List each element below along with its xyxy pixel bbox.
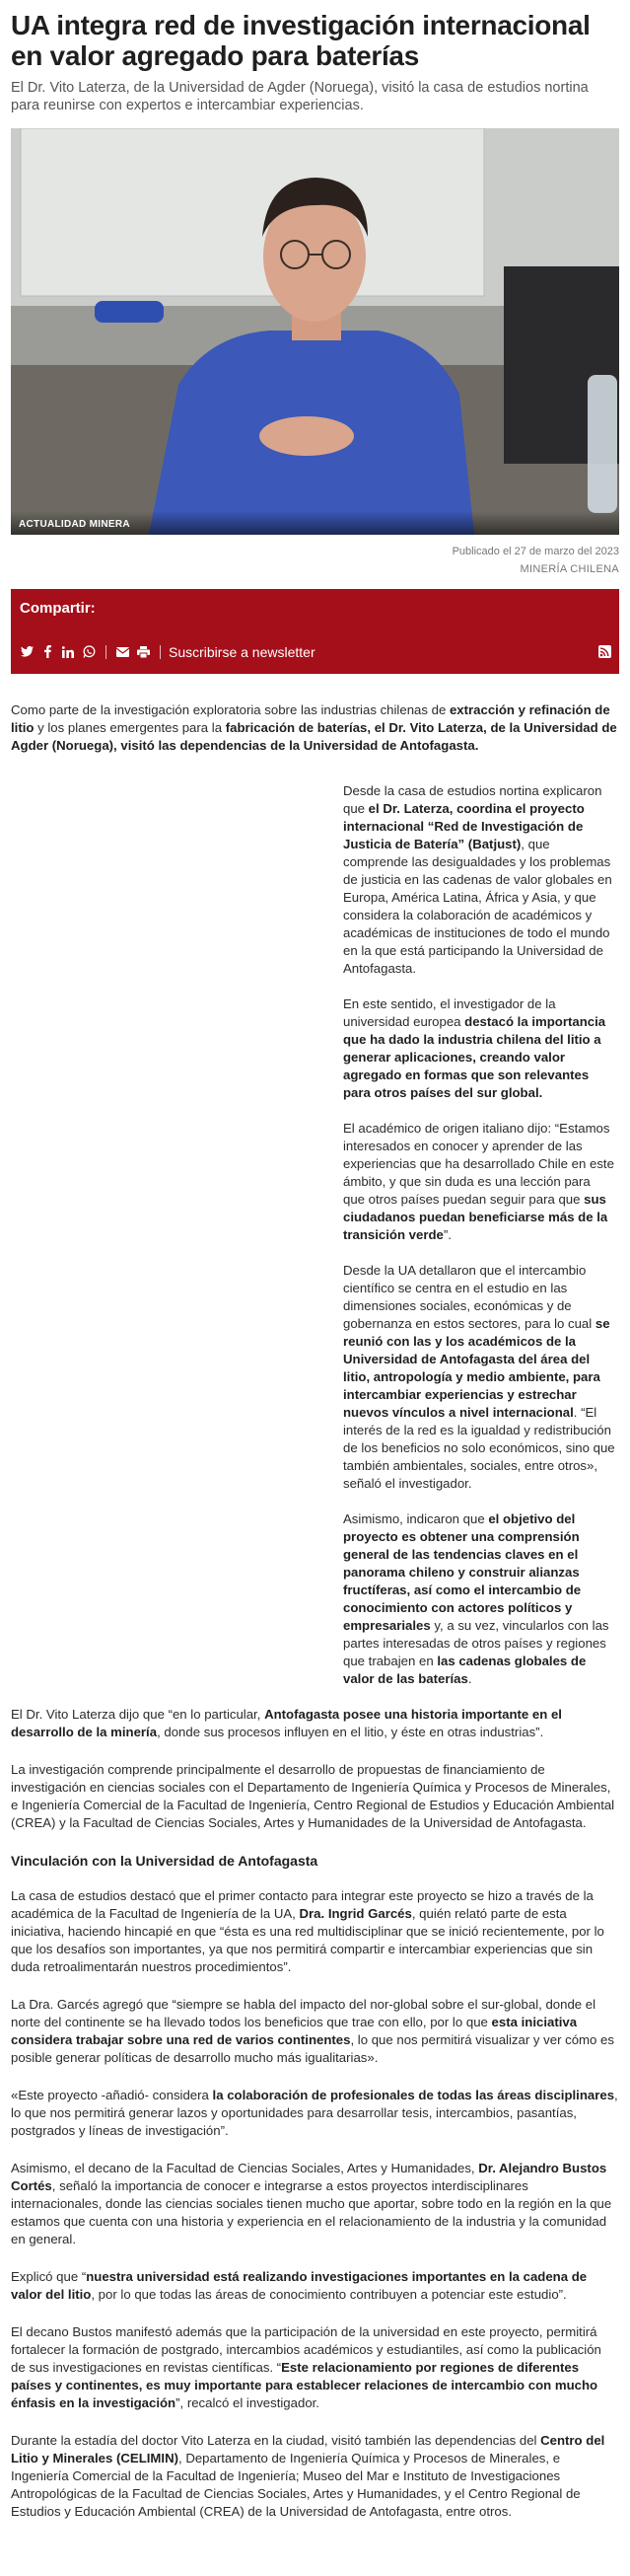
bold-text: el objetivo del proyecto es obtener una comprensión general de las tendencias claves en el panorama chileno y construir alianzas fructíferas, así como el intercambio de conocimiento con actores políticos y empresariales <box>343 1511 582 1633</box>
text-run: Durante la estadía del doctor Vito Laterza en la ciudad, visitó también las dependencias del <box>11 2433 541 2448</box>
text-run: En este sentido, el investigador de la universidad europea <box>343 996 556 1029</box>
text-run: Desde la UA detallaron que el intercambio científico se centra en el estudio en las dimensiones sociales, económicas y de gobernanza en estos sectores, para lo cual <box>343 1263 595 1331</box>
column-paragraph <box>343 1510 615 1688</box>
text-run: «Este proyecto -añadió- considera <box>11 2088 213 2102</box>
bold-text: esta iniciativa considera trabajar sobre una red de varios continentes <box>11 2015 578 2047</box>
body-paragraph <box>11 1761 619 1832</box>
bold-text: nuestra universidad está realizando investigaciones importantes en la cadena de valor del litio <box>11 2269 588 2302</box>
image-caption: ACTUALIDAD MINERA <box>19 519 130 530</box>
image-caption-overlay <box>11 511 619 535</box>
text-run: Explicó que “ <box>11 2269 87 2284</box>
whatsapp-icon[interactable] <box>81 644 97 660</box>
text-run: , quién relató parte de esta iniciativa, haciendo hincapié en que “ésta es una red multidisciplinar que se inició recientemente, por lo que los desafíos son importantes, ya que nos permitirá compartir e intercambiar experiencias que sin duda retroalimentarán nuestros procedimientos”. <box>11 1906 604 1974</box>
text-run: . <box>467 1671 472 1686</box>
text-run: La investigación comprende principalmente el desarrollo de propuestas de financiamiento de investigación en ciencias sociales con el Departamento de Ingeniería Química y Procesos de Minerales, e Ingeniería Comercial de la Facultad de Ingeniería, Centro Regional de Estudios y Educación Ambiental (CREA) y la Facultad de Ciencias Sociales, Artes y Humanidades de la Universidad de Antofagasta. <box>11 1762 615 1830</box>
hero-photo <box>11 128 619 535</box>
right-column <box>343 782 615 1688</box>
text-run: ”, recalcó el investigador. <box>175 2395 319 2410</box>
text-run: , señaló la importancia de conocer e integrarse a estos proyectos interdisciplinares internacionales, donde las ciencias sociales tienen mucho que aportar, sobre todo en la región en la que estamos que cuenta con una historia y experiencia en el relacionamiento de la industria y la comunidad en general. <box>11 2178 612 2246</box>
bold-text: el Dr. Laterza, coordina el proyecto internacional “Red de Investigación de Justicia de Batería” (Batjust) <box>343 801 585 851</box>
body-paragraph <box>11 2323 619 2412</box>
intro-paragraph <box>11 701 619 755</box>
column-paragraph <box>343 782 615 978</box>
text-run: Asimismo, indicaron que <box>343 1511 489 1526</box>
column-paragraph <box>343 995 615 1102</box>
share-divider <box>160 645 161 659</box>
twitter-icon[interactable] <box>19 644 35 660</box>
share-bar <box>11 629 619 674</box>
publish-date: Publicado el 27 de marzo del 2023 <box>452 546 619 557</box>
text-run: Asimismo, el decano de la Facultad de Ciencias Sociales, Artes y Humanidades, <box>11 2161 479 2175</box>
linkedin-icon[interactable] <box>60 644 76 660</box>
text-run: . “El interés de la red es la igualdad y redistribución de los beneficios no solo económicos, sino que también ambientales, sociales, entre otros», señaló el investigador. <box>343 1405 615 1491</box>
text-run: Desde la casa de estudios nortina explicaron que <box>343 783 602 816</box>
body-paragraph <box>11 2160 619 2248</box>
column-paragraph <box>343 1262 615 1493</box>
body-paragraph <box>11 1706 619 1741</box>
section-heading: Vinculación con la Universidad de Antofagasta <box>11 1853 318 1869</box>
text-run: La casa de estudios destacó que el primer contacto para integrar este proyecto se hizo a través de la académica de la Facultad de Ingeniería de la UA, <box>11 1888 594 1921</box>
print-icon[interactable] <box>135 644 151 660</box>
text-run: , lo que nos permitirá generar lazos y oportunidades para desarrollar tesis, intercambios, pasantías, postgrados y líneas de investigación”. <box>11 2088 618 2138</box>
body-paragraph <box>11 2432 619 2521</box>
text-run: La Dra. Garcés agregó que “siempre se habla del impacto del nor-global sobre el sur-global, donde el norte del continente se ha llevado todos los beneficios que trae con ello, por lo que <box>11 1997 596 2029</box>
bold-text: se reunió con las y los académicos de la Universidad de Antofagasta del área del litio, antropología y medio ambiente, para intercambiar experiencias y estrechar nuevos vínculos a nivel internacional <box>343 1316 610 1420</box>
text-run: ”. <box>443 1227 452 1242</box>
body-paragraph <box>11 1996 619 2067</box>
rss-icon[interactable] <box>598 645 611 658</box>
bold-text: Dr. Alejandro Bustos Cortés <box>11 2161 607 2193</box>
text-run: , donde sus procesos influyen en el litio, y éste en otras industrias”. <box>157 1725 544 1739</box>
newsletter-link[interactable]: Suscribirse a newsletter <box>169 643 315 660</box>
text-run: , que comprende las desigualdades y los problemas de justicia en las cadenas de valor globales en Europa, América Latina, África y Asia, y que considera la colaboración de académicos y académicas de instituciones de todo el mundo en la que está participando la Universidad de Antofagasta. <box>343 837 612 976</box>
text-run: El Dr. Vito Laterza dijo que “en lo particular, <box>11 1707 265 1722</box>
bold-text: extracción y refinación de litio <box>11 702 610 735</box>
bold-text: Dra. Ingrid Garcés <box>299 1906 412 1921</box>
text-run: , por lo que todas las áreas de conocimiento contribuyen a potenciar este estudio”. <box>91 2287 567 2302</box>
text-run: , Departamento de Ingeniería Química y Procesos de Minerales, e Ingeniería Comercial de la Facultad de Ingeniería; Museo del Mar e Instituto de Investigaciones Antropológicas de la Facultad de Ciencias Sociales, Artes y Humanidades, y el Centro Regional de Estudios y Educación Ambiental (CREA) de la Universidad de Antofagasta, entre otros. <box>11 2451 581 2519</box>
article-subtitle: El Dr. Vito Laterza, de la Universidad de Agder (Noruega), visitó la casa de estudios nortina para reunirse con expertos e intercambiar experiencias. <box>11 80 589 113</box>
body-paragraph <box>11 2087 619 2140</box>
share-title: Compartir: <box>20 600 96 617</box>
bold-text: Este relacionamiento por regiones de diferentes países y continentes, es muy importante para establecer relaciones de intercambio con mucho énfasis en la investigación <box>11 2360 598 2410</box>
article-body <box>11 701 619 2521</box>
bold-text: las cadenas globales de valor de las baterías <box>343 1654 587 1686</box>
bold-text: Centro del Litio y Minerales (CELIMIN) <box>11 2433 605 2466</box>
text-run: y los planes emergentes para la <box>34 720 226 735</box>
article-title: UA integra red de investigación internacional en valor agregado para baterías <box>11 10 591 71</box>
email-icon[interactable] <box>114 644 130 660</box>
text-run: Como parte de la investigación exploratoria sobre las industrias chilenas de <box>11 702 450 717</box>
share-divider <box>105 645 106 659</box>
bold-text: fabricación de baterías, el Dr. Vito Laterza, de la Universidad de Agder (Noruega), visitó las dependencias de la Universidad de Antofagasta. <box>11 720 617 753</box>
bold-text: la colaboración de profesionales de todas las áreas disciplinares <box>212 2088 615 2102</box>
article-hero-image <box>11 128 619 535</box>
bold-text: Antofagasta posee una historia importante en el desarrollo de la minería <box>11 1707 562 1739</box>
share-box <box>11 589 619 674</box>
body-paragraph <box>11 2268 619 2304</box>
column-paragraph <box>343 1120 615 1244</box>
facebook-icon[interactable] <box>39 644 55 660</box>
bold-text: sus ciudadanos puedan beneficiarse más de la transición verde <box>343 1192 608 1242</box>
text-run: y, a su vez, vincularlos con las partes interesadas de otros países y regiones que trabajen en <box>343 1618 609 1668</box>
article-source: MINERÍA CHILENA <box>520 563 619 575</box>
text-run: , lo que nos permitirá visualizar y ver cómo es posible generar políticas de desarrollo mucho más igualitarias». <box>11 2032 614 2065</box>
text-run: El académico de origen italiano dijo: “Estamos interesados en conocer y aprender de las experiencias que ha desarrollado Chile en este ámbito, y que sin duda es una lección para que otros países puedan seguir para que <box>343 1121 614 1207</box>
text-run: El decano Bustos manifestó además que la participación de la universidad en este proyecto, permitirá fortalecer la formación de postgrado, intercambios académicos y estudiantiles, así como la publicación de sus investigaciones en revistas científicas. “ <box>11 2324 601 2375</box>
body-paragraph <box>11 1887 619 1976</box>
bold-text: destacó la importancia que ha dado la industria chilena del litio a generar aplicaciones, creando valor agregado en formas que son relevantes para otros países del sur global. <box>343 1014 606 1100</box>
